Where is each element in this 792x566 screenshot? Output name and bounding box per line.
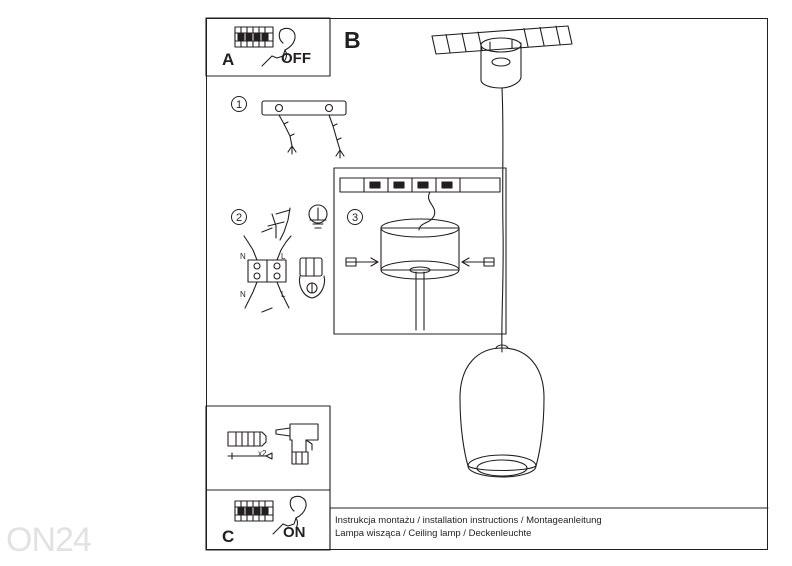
caption-instructions: Instrukcja montażu / installation instructions / Montageanleitung bbox=[335, 515, 602, 526]
terminal-l-bottom-label: L bbox=[281, 290, 286, 299]
panel-b-label: B bbox=[344, 27, 361, 53]
diagram-frame bbox=[206, 18, 768, 550]
caption-product: Lampa wisząca / Ceiling lamp / Deckenleuchte bbox=[335, 528, 532, 539]
watermark: ON24 bbox=[6, 521, 91, 559]
step-1-badge: 1 bbox=[231, 96, 247, 112]
step-3-badge: 3 bbox=[347, 209, 363, 225]
switch-off-label: OFF bbox=[281, 50, 311, 67]
terminal-n-bottom-label: N bbox=[240, 290, 246, 299]
terminal-l-top-label: L bbox=[281, 252, 286, 261]
panel-a-label: A bbox=[222, 50, 235, 69]
panel-c-label: C bbox=[222, 527, 235, 546]
quantity-label: x2 bbox=[258, 449, 267, 458]
terminal-n-top-label: N bbox=[240, 252, 246, 261]
switch-on-label: ON bbox=[283, 524, 306, 541]
step-2-badge: 2 bbox=[231, 209, 247, 225]
